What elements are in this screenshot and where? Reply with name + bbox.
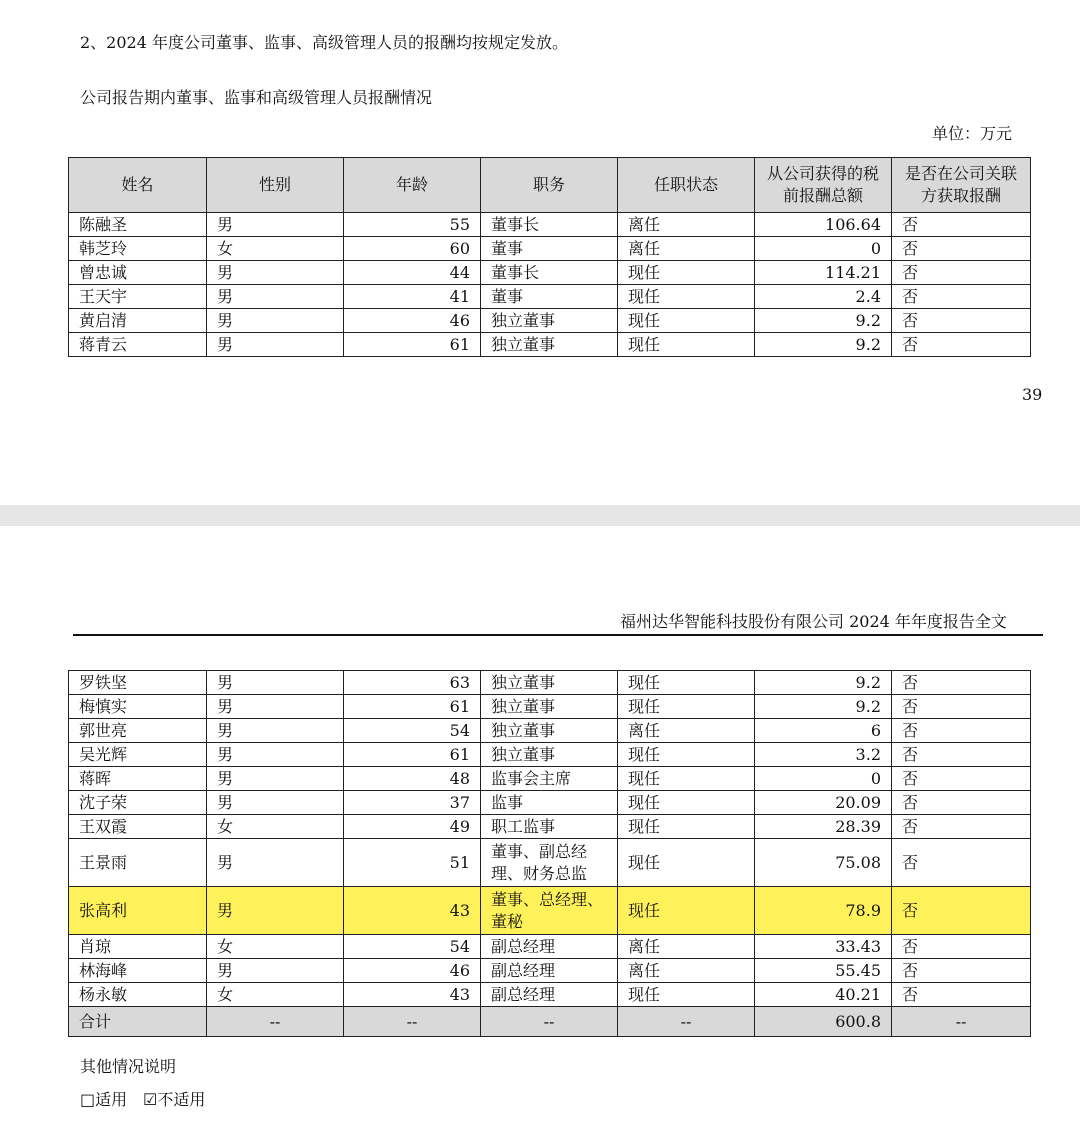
cell-position: 独立董事 [481,671,618,695]
cell-age: 63 [344,671,481,695]
cell-name: 杨永敏 [69,983,207,1007]
cell-status: 现任 [618,333,755,357]
cell-age: 37 [344,791,481,815]
cell-status: 离任 [618,237,755,261]
cell-gender: 女 [207,983,344,1007]
cell-pay: 9.2 [755,671,892,695]
cell-gender: 男 [207,959,344,983]
cell-gender [207,887,344,935]
cell-gender: 男 [207,261,344,285]
cell-gender: 男 [207,839,344,887]
cell-age: 51 [344,839,481,887]
total-cell-gender: -- [207,1007,344,1037]
cell-related [892,887,1031,935]
col-header-related: 是否在公司关联方获取报酬 [892,158,1031,213]
cell-gender: 男 [207,309,344,333]
cell-status: 现任 [618,671,755,695]
cell-related: 否 [892,743,1031,767]
cell-gender: 男 [207,671,344,695]
cell-gender: 男 [207,791,344,815]
cell-age: 55 [344,213,481,237]
total-cell-position: -- [481,1007,618,1037]
table-row [69,815,1031,839]
page-gap [0,505,1080,526]
cell-gender: 男 [207,213,344,237]
cell-name: 韩芝玲 [69,237,207,261]
cell-gender: 男 [207,695,344,719]
unit-label: 单位：万元 [932,124,1013,143]
cell-status: 现任 [618,815,755,839]
highlight-mark: 78.9 [845,900,881,920]
cell-pay: 9.2 [755,695,892,719]
cell-related: 否 [892,839,1031,887]
cell-position: 独立董事 [481,695,618,719]
cell-status: 现任 [618,695,755,719]
cell-position: 董事 [481,237,618,261]
option-not-applicable: ☑不适用 [143,1090,206,1109]
compensation-table-page1 [68,157,1031,357]
cell-age: 48 [344,767,481,791]
cell-gender: 男 [207,333,344,357]
col-header-status: 任职状态 [618,158,755,213]
table-title: 公司报告期内董事、监事和高级管理人员报酬情况 [80,88,433,107]
cell-related: 否 [892,213,1031,237]
cell-position: 监事 [481,791,618,815]
cell-pay: 2.4 [755,285,892,309]
cell-gender: 男 [207,285,344,309]
cell-name: 吴光辉 [69,743,207,767]
highlight-mark: 现任 [628,900,661,920]
highlight-mark: 张高利 [79,900,128,920]
cell-position: 监事会主席 [481,767,618,791]
total-cell-pay: 600.8 [755,1007,892,1037]
cell-name: 曾忠诚 [69,261,207,285]
col-header-name: 姓名 [69,158,207,213]
cell-name: 陈融圣 [69,213,207,237]
cell-related: 否 [892,261,1031,285]
cell-gender: 男 [207,767,344,791]
cell-pay: 114.21 [755,261,892,285]
cell-related: 否 [892,767,1031,791]
table-row [69,959,1031,983]
cell-related: 否 [892,695,1031,719]
cell-status: 离任 [618,719,755,743]
highlight-mark: 否 [902,900,919,920]
highlight-mark: 43 [449,900,470,920]
cell-status: 现任 [618,983,755,1007]
cell-age: 44 [344,261,481,285]
total-cell-label: 合计 [69,1007,207,1037]
table-row [69,309,1031,333]
table-row [69,791,1031,815]
cell-status: 离任 [618,959,755,983]
cell-pay: 40.21 [755,983,892,1007]
cell-name: 王天宇 [69,285,207,309]
header-rule [73,634,1043,636]
page-number: 39 [1022,385,1043,404]
total-cell-related: -- [892,1007,1031,1037]
option-applicable: □适用 [80,1090,128,1109]
cell-status: 现任 [618,743,755,767]
cell-position: 独立董事 [481,719,618,743]
col-header-pay: 从公司获得的税前报酬总额 [755,158,892,213]
cell-name: 林海峰 [69,959,207,983]
cell-gender: 女 [207,237,344,261]
cell-name: 罗铁坚 [69,671,207,695]
cell-position: 独立董事 [481,309,618,333]
cell-status: 现任 [618,285,755,309]
cell-name: 蒋青云 [69,333,207,357]
cell-position: 董事 [481,285,618,309]
cell-related: 否 [892,719,1031,743]
cell-related: 否 [892,285,1031,309]
cell-pay: 6 [755,719,892,743]
table-row [69,237,1031,261]
cell-pay: 3.2 [755,743,892,767]
cell-pay: 20.09 [755,791,892,815]
cell-name: 肖琼 [69,935,207,959]
cell-position: 独立董事 [481,333,618,357]
cell-age: 61 [344,743,481,767]
cell-age: 54 [344,719,481,743]
other-notes-title: 其他情况说明 [80,1057,177,1076]
cell-status: 现任 [618,767,755,791]
cell-status: 离任 [618,213,755,237]
cell-pay: 28.39 [755,815,892,839]
total-row [69,1007,1031,1037]
cell-related: 否 [892,309,1031,333]
cell-age: 61 [344,333,481,357]
cell-position: 董事长 [481,261,618,285]
table-row [69,333,1031,357]
cell-related: 否 [892,671,1031,695]
cell-name: 黄启清 [69,309,207,333]
report-header: 福州达华智能科技股份有限公司 2024 年年度报告全文 [620,612,1007,631]
cell-age: 54 [344,935,481,959]
cell-related: 否 [892,935,1031,959]
cell-position: 职工监事 [481,815,618,839]
cell-position: 董事、副总经理、财务总监 [481,839,618,887]
col-header-position: 职务 [481,158,618,213]
highlight-mark: 董事、总经理、董秘 [491,889,604,931]
table-row [69,887,1031,935]
cell-name: 王景雨 [69,839,207,887]
cell-age: 60 [344,237,481,261]
highlight-mark: 男 [217,900,234,920]
cell-pay [755,887,892,935]
cell-gender: 男 [207,719,344,743]
col-header-age: 年龄 [344,158,481,213]
cell-pay: 33.43 [755,935,892,959]
cell-pay: 9.2 [755,309,892,333]
cell-name: 梅慎实 [69,695,207,719]
cell-gender: 女 [207,935,344,959]
cell-age: 49 [344,815,481,839]
cell-position: 董事长 [481,213,618,237]
total-cell-age: -- [344,1007,481,1037]
table-row [69,983,1031,1007]
cell-status: 现任 [618,791,755,815]
cell-name: 王双霞 [69,815,207,839]
cell-position: 独立董事 [481,743,618,767]
cell-related: 否 [892,959,1031,983]
table-header-row [69,158,1031,213]
cell-name [69,887,207,935]
table-row [69,671,1031,695]
cell-status: 现任 [618,261,755,285]
table-row [69,285,1031,309]
total-cell-status: -- [618,1007,755,1037]
col-header-gender: 性别 [207,158,344,213]
cell-age [344,887,481,935]
section-heading: 2、2024 年度公司董事、监事、高级管理人员的报酬均按规定发放。 [80,33,568,52]
cell-position: 副总经理 [481,959,618,983]
cell-age: 41 [344,285,481,309]
cell-pay: 55.45 [755,959,892,983]
cell-age: 46 [344,959,481,983]
compensation-table-page2 [68,670,1031,1037]
cell-pay: 75.08 [755,839,892,887]
cell-age: 61 [344,695,481,719]
cell-pay: 0 [755,237,892,261]
cell-age: 43 [344,983,481,1007]
cell-gender: 男 [207,743,344,767]
cell-age: 46 [344,309,481,333]
cell-pay: 0 [755,767,892,791]
cell-related: 否 [892,815,1031,839]
cell-related: 否 [892,237,1031,261]
cell-status: 现任 [618,839,755,887]
cell-status: 离任 [618,935,755,959]
cell-position [481,887,618,935]
cell-status: 现任 [618,309,755,333]
table-row [69,767,1031,791]
cell-position: 副总经理 [481,983,618,1007]
cell-pay: 9.2 [755,333,892,357]
cell-pay: 106.64 [755,213,892,237]
cell-name: 沈子荣 [69,791,207,815]
cell-gender: 女 [207,815,344,839]
cell-status [618,887,755,935]
cell-name: 郭世亮 [69,719,207,743]
cell-related: 否 [892,983,1031,1007]
table-row [69,743,1031,767]
table-row [69,719,1031,743]
table-row [69,935,1031,959]
table-row [69,695,1031,719]
cell-position: 副总经理 [481,935,618,959]
table-row [69,839,1031,887]
table-row [69,213,1031,237]
cell-name: 蒋晖 [69,767,207,791]
cell-related: 否 [892,333,1031,357]
cell-related: 否 [892,791,1031,815]
table-row [69,261,1031,285]
